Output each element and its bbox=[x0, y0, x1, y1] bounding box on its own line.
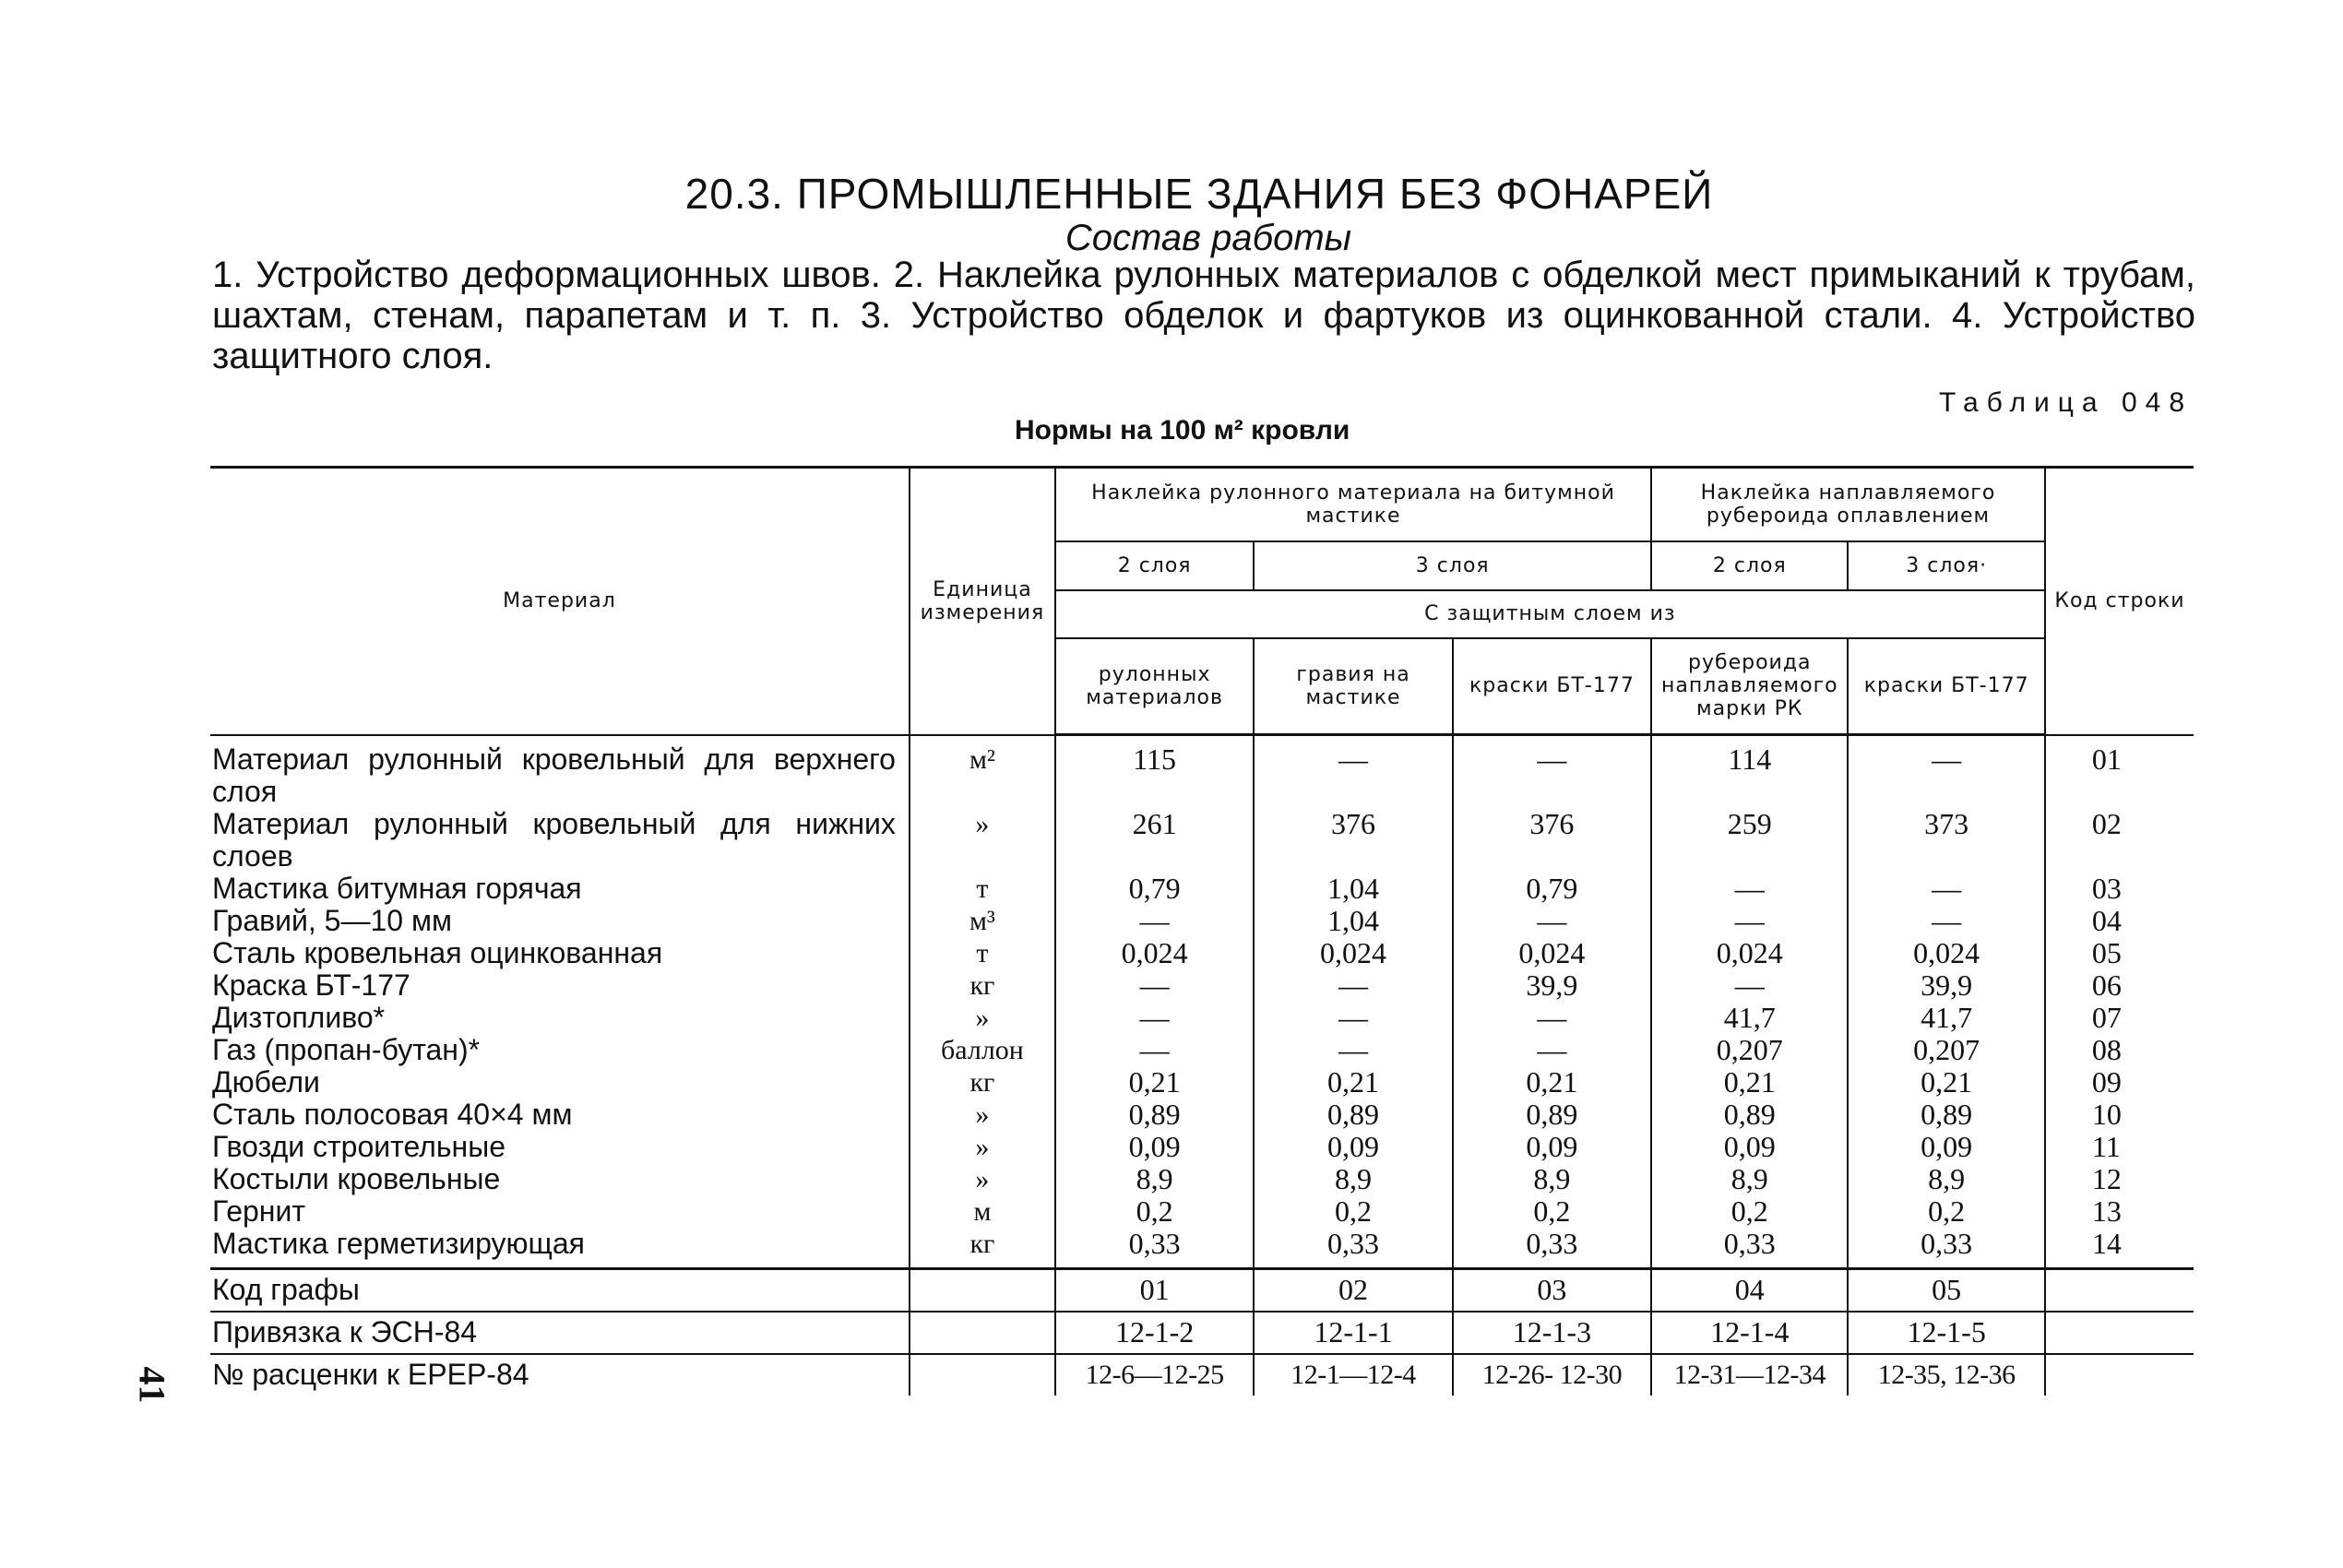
value-cell: — bbox=[1055, 1002, 1254, 1034]
value-cell: 0,09 bbox=[1055, 1131, 1254, 1163]
table-row bbox=[210, 1131, 2194, 1163]
value-cell: 0,21 bbox=[1055, 1066, 1254, 1099]
unit-cell: т bbox=[910, 873, 1055, 905]
value-cell: 8,9 bbox=[1651, 1163, 1848, 1195]
header-row-code: Код строки bbox=[2045, 468, 2194, 735]
table-row bbox=[210, 905, 2194, 937]
footer-value: 02 bbox=[1254, 1268, 1452, 1312]
table-body bbox=[210, 735, 2194, 1269]
header-sub-rolled: рулонных материалов bbox=[1055, 638, 1254, 735]
table-number-label: Таблица 048 bbox=[1938, 387, 2193, 418]
footer-value: 03 bbox=[1453, 1268, 1651, 1312]
footer-empty-code bbox=[2045, 1268, 2194, 1312]
value-cell: — bbox=[1848, 905, 2044, 937]
material-name: Дизтопливо* bbox=[210, 1002, 910, 1034]
value-cell: — bbox=[1453, 735, 1651, 808]
table-row bbox=[210, 1163, 2194, 1195]
value-cell: 1,04 bbox=[1254, 873, 1452, 905]
value-cell: — bbox=[1453, 1002, 1651, 1034]
table-row bbox=[210, 1002, 2194, 1034]
footer-value: 12-1-1 bbox=[1254, 1312, 1452, 1354]
value-cell: 0,33 bbox=[1055, 1228, 1254, 1269]
unit-cell: м² bbox=[910, 735, 1055, 808]
table-row bbox=[210, 1034, 2194, 1066]
value-cell: 8,9 bbox=[1848, 1163, 2044, 1195]
footer-label: Привязка к ЭСН-84 bbox=[210, 1312, 910, 1354]
value-cell: 0,09 bbox=[1651, 1131, 1848, 1163]
unit-cell: » bbox=[910, 808, 1055, 873]
header-unit: Единица измерения bbox=[910, 468, 1055, 735]
footer-value: 12-6—12-25 bbox=[1055, 1354, 1254, 1396]
value-cell: — bbox=[1453, 905, 1651, 937]
row-code-cell: 01 bbox=[2045, 735, 2194, 808]
work-composition-heading: Состав работы bbox=[1064, 218, 1352, 258]
value-cell: — bbox=[1055, 1034, 1254, 1066]
value-cell: 0,2 bbox=[1651, 1195, 1848, 1228]
table-row bbox=[210, 1099, 2194, 1131]
material-name: Сталь кровельная оцинкованная bbox=[210, 937, 910, 969]
header-group-fused: Наклейка наплавляемого рубероида оплавлением bbox=[1651, 468, 2045, 541]
table-header bbox=[210, 468, 2194, 735]
footer-empty-unit bbox=[910, 1312, 1055, 1354]
header-layers-2-fused: 2 слоя bbox=[1651, 541, 1848, 590]
value-cell: 376 bbox=[1453, 808, 1651, 873]
value-cell: — bbox=[1055, 969, 1254, 1002]
table-row bbox=[210, 873, 2194, 905]
material-name: Материал рулонный кровельный для нижних слоев bbox=[210, 808, 910, 873]
value-cell: — bbox=[1254, 735, 1452, 808]
value-cell: 39,9 bbox=[1848, 969, 2044, 1002]
value-cell: 0,33 bbox=[1453, 1228, 1651, 1269]
row-code-cell: 13 bbox=[2045, 1195, 2194, 1228]
footer-label: № расценки к ЕРЕР-84 bbox=[210, 1354, 910, 1396]
value-cell: 114 bbox=[1651, 735, 1848, 808]
value-cell: — bbox=[1453, 1034, 1651, 1066]
footer-empty-unit bbox=[910, 1268, 1055, 1312]
value-cell: — bbox=[1651, 969, 1848, 1002]
header-sub-paint-b: краски БТ-177 bbox=[1848, 638, 2044, 735]
header-layers-3-bitumen: 3 слоя bbox=[1254, 541, 1651, 590]
table-row bbox=[210, 937, 2194, 969]
header-sub-paint-a: краски БТ-177 bbox=[1453, 638, 1651, 735]
value-cell: 0,21 bbox=[1651, 1066, 1848, 1099]
footer-row-rate-number bbox=[210, 1354, 2194, 1396]
section-title: 20.3. ПРОМЫШЛЕННЫЕ ЗДАНИЯ БЕЗ ФОНАРЕЙ bbox=[684, 170, 1714, 218]
table-row bbox=[210, 808, 2194, 873]
footer-value: 12-31—12-34 bbox=[1651, 1354, 1848, 1396]
value-cell: — bbox=[1848, 873, 2044, 905]
value-cell: 8,9 bbox=[1055, 1163, 1254, 1195]
header-group-bitumen: Наклейка рулонного материала на битумной мастике bbox=[1055, 468, 1651, 541]
unit-cell: кг bbox=[910, 969, 1055, 1002]
row-code-cell: 08 bbox=[2045, 1034, 2194, 1066]
value-cell: — bbox=[1055, 905, 1254, 937]
value-cell: 259 bbox=[1651, 808, 1848, 873]
page-number: 41 bbox=[131, 1366, 173, 1404]
header-layers-2-bitumen: 2 слоя bbox=[1055, 541, 1254, 590]
value-cell: — bbox=[1848, 735, 2044, 808]
footer-value: 12-1-3 bbox=[1453, 1312, 1651, 1354]
table-footer bbox=[210, 1268, 2194, 1396]
footer-value: 12-1-4 bbox=[1651, 1312, 1848, 1354]
footer-row-esn-link bbox=[210, 1312, 2194, 1354]
material-name: Гравий, 5—10 мм bbox=[210, 905, 910, 937]
header-material: Материал bbox=[210, 468, 910, 735]
value-cell: 8,9 bbox=[1453, 1163, 1651, 1195]
row-code-cell: 11 bbox=[2045, 1131, 2194, 1163]
row-code-cell: 12 bbox=[2045, 1163, 2194, 1195]
row-code-cell: 06 bbox=[2045, 969, 2194, 1002]
value-cell: — bbox=[1651, 873, 1848, 905]
value-cell: 373 bbox=[1848, 808, 2044, 873]
unit-cell: » bbox=[910, 1131, 1055, 1163]
value-cell: 0,33 bbox=[1651, 1228, 1848, 1269]
row-code-cell: 02 bbox=[2045, 808, 2194, 873]
value-cell: 0,89 bbox=[1254, 1099, 1452, 1131]
value-cell: — bbox=[1254, 1002, 1452, 1034]
footer-value: 12-26- 12-30 bbox=[1453, 1354, 1651, 1396]
material-name: Мастика битумная горячая bbox=[210, 873, 910, 905]
table-row bbox=[210, 1066, 2194, 1099]
footer-value: 12-1—12-4 bbox=[1254, 1354, 1452, 1396]
value-cell: 0,09 bbox=[1254, 1131, 1452, 1163]
row-code-cell: 10 bbox=[2045, 1099, 2194, 1131]
unit-cell: м³ bbox=[910, 905, 1055, 937]
row-code-cell: 05 bbox=[2045, 937, 2194, 969]
material-name: Краска БТ-177 bbox=[210, 969, 910, 1002]
value-cell: 0,024 bbox=[1453, 937, 1651, 969]
header-sub-gravel: гравия на мастике bbox=[1254, 638, 1452, 735]
value-cell: 8,9 bbox=[1254, 1163, 1452, 1195]
footer-empty-unit bbox=[910, 1354, 1055, 1396]
unit-cell: » bbox=[910, 1099, 1055, 1131]
value-cell: 0,21 bbox=[1254, 1066, 1452, 1099]
value-cell: 0,89 bbox=[1651, 1099, 1848, 1131]
value-cell: 0,33 bbox=[1848, 1228, 2044, 1269]
value-cell: 0,89 bbox=[1055, 1099, 1254, 1131]
material-name: Костыли кровельные bbox=[210, 1163, 910, 1195]
table-row bbox=[210, 735, 2194, 808]
value-cell: 0,09 bbox=[1453, 1131, 1651, 1163]
value-cell: 41,7 bbox=[1651, 1002, 1848, 1034]
footer-value: 04 bbox=[1651, 1268, 1848, 1312]
value-cell: — bbox=[1254, 969, 1452, 1002]
value-cell: 0,89 bbox=[1848, 1099, 2044, 1131]
value-cell: 0,024 bbox=[1055, 937, 1254, 969]
unit-cell: т bbox=[910, 937, 1055, 969]
unit-cell: м bbox=[910, 1195, 1055, 1228]
value-cell: 0,79 bbox=[1453, 873, 1651, 905]
footer-empty-code bbox=[2045, 1354, 2194, 1396]
material-name: Дюбели bbox=[210, 1066, 910, 1099]
value-cell: 0,207 bbox=[1651, 1034, 1848, 1066]
unit-cell: » bbox=[910, 1002, 1055, 1034]
footer-value: 05 bbox=[1848, 1268, 2044, 1312]
footer-value: 01 bbox=[1055, 1268, 1254, 1312]
value-cell: 41,7 bbox=[1848, 1002, 2044, 1034]
value-cell: 0,2 bbox=[1254, 1195, 1452, 1228]
unit-cell: кг bbox=[910, 1066, 1055, 1099]
value-cell: 0,2 bbox=[1055, 1195, 1254, 1228]
row-code-cell: 03 bbox=[2045, 873, 2194, 905]
unit-cell: кг bbox=[910, 1228, 1055, 1269]
work-composition-text: 1. Устройство деформационных швов. 2. Наклейка рулонных материалов с обделкой мест примыканий к трубам, шахтам, стенам, парапетам и т. п. 3. Устройство обделок и фартуков из оцинкованной стали. 4. Устройство защитного слоя. bbox=[212, 255, 2195, 376]
table-row bbox=[210, 1228, 2194, 1269]
value-cell: 0,89 bbox=[1453, 1099, 1651, 1131]
material-name: Гернит bbox=[210, 1195, 910, 1228]
value-cell: 115 bbox=[1055, 735, 1254, 808]
table-caption: Нормы на 100 м² кровли bbox=[1015, 415, 1350, 445]
value-cell: 0,21 bbox=[1848, 1066, 2044, 1099]
footer-row-column-code bbox=[210, 1268, 2194, 1312]
footer-value: 12-1-2 bbox=[1055, 1312, 1254, 1354]
unit-cell: баллон bbox=[910, 1034, 1055, 1066]
value-cell: 39,9 bbox=[1453, 969, 1651, 1002]
material-name: Материал рулонный кровельный для верхнего слоя bbox=[210, 735, 910, 808]
row-code-cell: 04 bbox=[2045, 905, 2194, 937]
material-name: Гвозди строительные bbox=[210, 1131, 910, 1163]
value-cell: 0,2 bbox=[1453, 1195, 1651, 1228]
value-cell: 0,21 bbox=[1453, 1066, 1651, 1099]
value-cell: 0,33 bbox=[1254, 1228, 1452, 1269]
norms-table bbox=[210, 466, 2194, 1396]
row-code-cell: 07 bbox=[2045, 1002, 2194, 1034]
material-name: Мастика герметизирующая bbox=[210, 1228, 910, 1269]
unit-cell: » bbox=[910, 1163, 1055, 1195]
value-cell: 0,024 bbox=[1651, 937, 1848, 969]
value-cell: 0,207 bbox=[1848, 1034, 2044, 1066]
footer-empty-code bbox=[2045, 1312, 2194, 1354]
value-cell: 0,024 bbox=[1848, 937, 2044, 969]
value-cell: 0,09 bbox=[1848, 1131, 2044, 1163]
row-code-cell: 14 bbox=[2045, 1228, 2194, 1269]
table-row bbox=[210, 969, 2194, 1002]
material-name: Газ (пропан-бутан)* bbox=[210, 1034, 910, 1066]
material-name: Сталь полосовая 40×4 мм bbox=[210, 1099, 910, 1131]
row-code-cell: 09 bbox=[2045, 1066, 2194, 1099]
table-row bbox=[210, 1195, 2194, 1228]
header-protective-layer: С защитным слоем из bbox=[1055, 590, 2045, 638]
value-cell: 0,024 bbox=[1254, 937, 1452, 969]
footer-value: 12-35, 12-36 bbox=[1848, 1354, 2044, 1396]
value-cell: 261 bbox=[1055, 808, 1254, 873]
value-cell: — bbox=[1651, 905, 1848, 937]
value-cell: 376 bbox=[1254, 808, 1452, 873]
value-cell: 0,2 bbox=[1848, 1195, 2044, 1228]
footer-value: 12-1-5 bbox=[1848, 1312, 2044, 1354]
value-cell: 1,04 bbox=[1254, 905, 1452, 937]
header-layers-3-fused: 3 слоя· bbox=[1848, 541, 2044, 590]
footer-label: Код графы bbox=[210, 1268, 910, 1312]
value-cell: — bbox=[1254, 1034, 1452, 1066]
header-sub-ruberoid: рубероида наплавляемого марки РК bbox=[1651, 638, 1848, 735]
value-cell: 0,79 bbox=[1055, 873, 1254, 905]
